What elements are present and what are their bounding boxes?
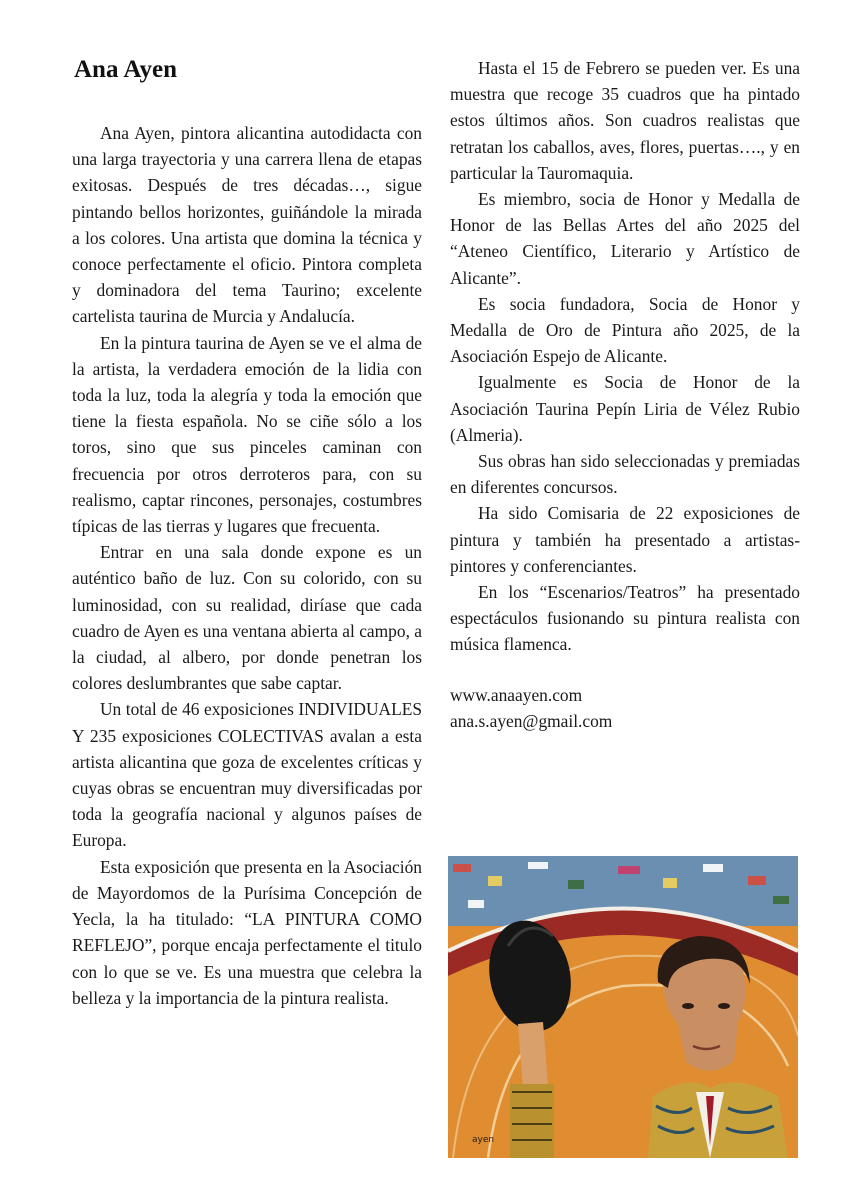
paragraph: Hasta el 15 de Febrero se pueden ver. Es una muestra que recoge 35 cuadros que ha pintado estos últimos años. Son cuadros realistas que retratan los caballos, aves, flores, puertas…., y en particular la Tauromaquia. [450,58,800,183]
paragraph: Ana Ayen, pintora alicantina autodidacta con una larga trayectoria y una carrera llena de etapas exitosas. Después de tres décadas…, sigue pintando bellos horizontes, guiñándole la mirada a los colores. Una artista que domina la técnica y conoce perfectamente el oficio. Pintora completa y dominadora del tema Taurino; excelente cartelista taurina de Murcia y Andalucía. [72,123,422,327]
paragraph: Entrar en una sala donde expone es un auténtico baño de luz. Con su colorido, con su luminosidad, con su realidad, diríase que cada cuadro de Ayen es una ventana abierta al campo, a la ciudad, al albero, por donde penetran los colores deslumbrantes que sabe captar. [72,542,422,694]
article-title: Ana Ayen [74,56,178,83]
paragraph: Esta exposición que presenta en la Asociación de Mayordomos de la Purísima Concepción de Yecla, la ha titulado: “LA PINTURA COMO REFLEJO”, porque encaja perfectamente el titulo con lo que se ve. Es una muestra que celebra la belleza y la importancia de la pintura realista. [72,856,422,1008]
paragraph: Es miembro, socia de Honor y Medalla de Honor de las Bellas Artes del año 2025 del “Ateneo Científico, Literario y Artístico de Alicante”. [450,189,800,288]
paragraph: Sus obras han sido seleccionadas y premiadas en diferentes concursos. [450,451,800,498]
paragraph: En los “Escenarios/Teatros” ha presentado espectáculos fusionando su pintura realista con música flamenca. [450,582,800,655]
paragraph: Es socia fundadora, Socia de Honor y Medalla de Oro de Pintura año 2025, de la Asociación Espejo de Alicante. [450,293,800,367]
bullfighter-painting [448,856,798,1158]
right-column [450,55,800,734]
paragraph: En la pintura taurina de Ayen se ve el alma de la artista, la verdadera emoción de la lidia con toda la luz, toda la alegría y toda la emoción que tiene la fiesta española. No se ciñe sólo a los toros, sino que sus pinceles caminan con frecuencia por otros derroteros para, con su realismo, captar rincones, personajes, costumbres típicas de las tierras y lugares que frecuenta. [72,332,422,537]
paragraph: Igualmente es Socia de Honor de la Asociación Taurina Pepín Liria de Vélez Rubio (Almeria). [450,372,800,445]
paragraph: Ha sido Comisaria de 22 exposiciones de pintura y también ha presentado a artistas-pintores y conferenciantes. [450,503,800,576]
email-link[interactable]: ana.s.ayen@gmail.com [450,710,613,731]
paragraph: Un total de 46 exposiciones INDIVIDUALES Y 235 exposiciones COLECTIVAS avalan a esta artista alicantina que goza de excelentes críticas y cuyas obras se encuentran muy diversificadas por toda la geografía nacional y algunos países de Europa. [72,699,422,851]
website-link[interactable]: www.anaayen.com [450,684,583,705]
contact-block [450,682,800,734]
left-column [72,120,422,1011]
svg-text:ayen: ayen [472,1135,495,1145]
